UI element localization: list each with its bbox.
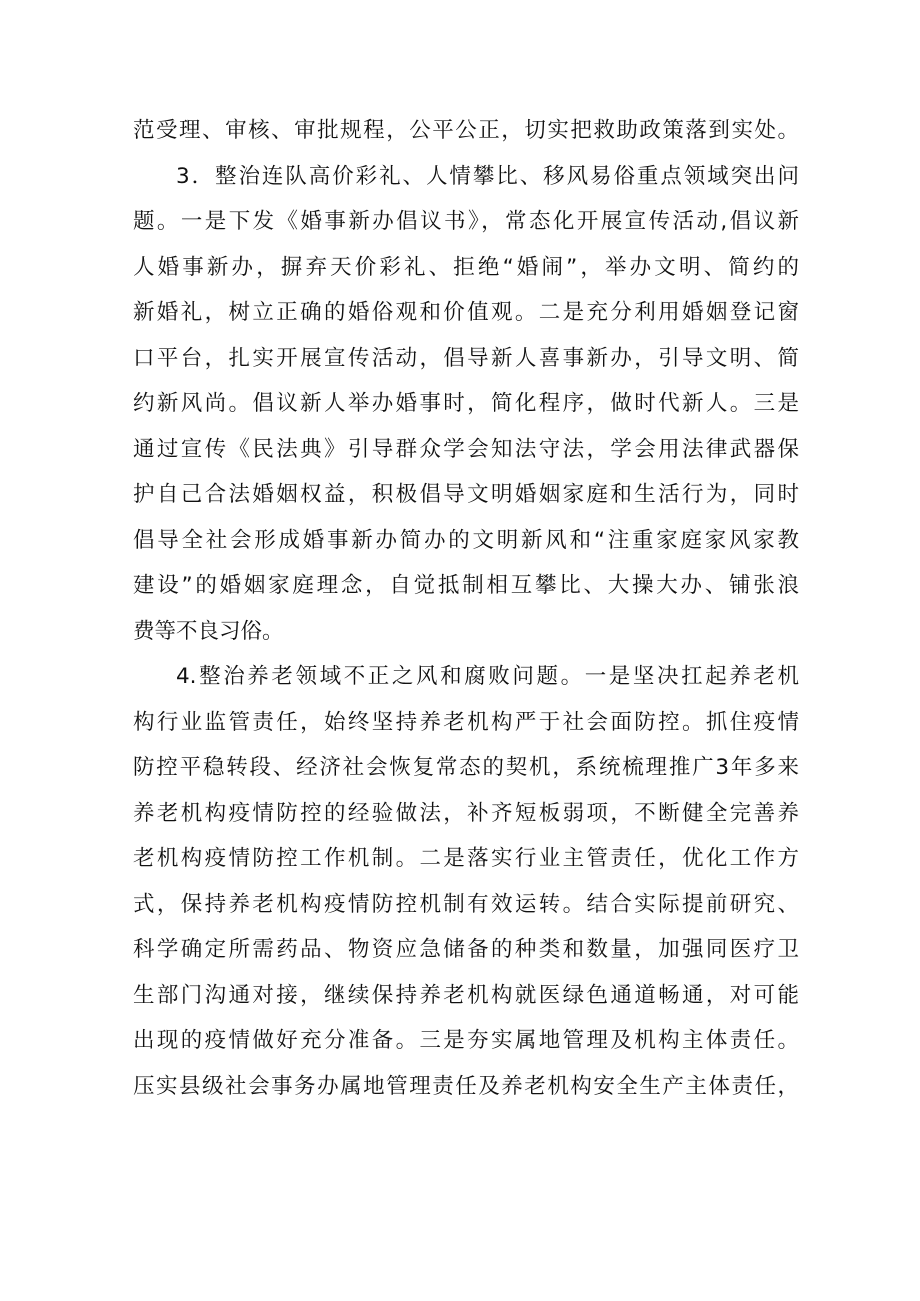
text-line: 科学确定所需药品、物资应急储备的种类和数量，加强同医疗卫	[133, 937, 799, 962]
text-line: 倡导全社会形成婚事新办简办的文明新风和“注重家庭家风家教	[133, 527, 799, 553]
text-line: 约新风尚。倡议新人举办婚事时，简化程序，做时代新人。三是	[133, 391, 799, 416]
text-line: 通过宣传《民法典》引导群众学会知法守法，学会用法律武器保	[133, 436, 799, 462]
text-line: 题。一是下发《婚事新办倡议书》，常态化开展宣传活动,倡议新	[133, 209, 799, 234]
text-line: 生部门沟通对接，继续保持养老机构就医绿色通道畅通，对可能	[133, 982, 799, 1008]
text-line: 出现的疫情做好充分准备。三是夯实属地管理及机构主体责任。	[133, 1028, 799, 1053]
text-line: 老机构疫情防控工作机制。二是落实行业主管责任，优化工作方	[133, 846, 799, 871]
text-line: 人婚事新办，摒弃天价彩礼、拒绝“婚闹”，举办文明、简约的	[133, 254, 799, 280]
text-line: 式，保持养老机构疫情防控机制有效运转。结合实际提前研究、	[133, 891, 799, 917]
text-line: 构行业监管责任，始终坚持养老机构严于社会面防控。抓住疫情	[133, 709, 799, 735]
section-3-heading-line: 3．整治连队高价彩礼、人情攀比、移风易俗重点领域突出问	[176, 163, 799, 189]
section-4-heading-line: 4.整治养老领域不正之风和腐败问题。一是坚决扛起养老机	[176, 664, 799, 689]
text-line: 建设”的婚姻家庭理念，自觉抵制相互攀比、大操大办、铺张浪	[133, 573, 799, 598]
text-line: 养老机构疫情防控的经验做法，补齐短板弱项，不断健全完善养	[133, 800, 799, 826]
text-line: 护自己合法婚姻权益，积极倡导文明婚姻家庭和生活行为，同时	[133, 482, 799, 507]
text-line: 防控平稳转段、经济社会恢复常态的契机，系统梳理推广3年多来	[133, 755, 799, 780]
body-text	[133, 108, 799, 1109]
text-line: 新婚礼，树立正确的婚俗观和价值观。二是充分利用婚姻登记窗	[133, 300, 799, 325]
text-line: 口平台，扎实开展宣传活动，倡导新人喜事新办，引导文明、简	[133, 345, 799, 371]
text-line: 压实县级社会事务办属地管理责任及养老机构安全生产主体责任，	[133, 1073, 799, 1099]
paragraph-end-line: 费等不良习俗。	[133, 618, 284, 644]
text-line: 范受理、审核、审批规程，公平公正，切实把救助政策落到实处。	[133, 118, 799, 143]
